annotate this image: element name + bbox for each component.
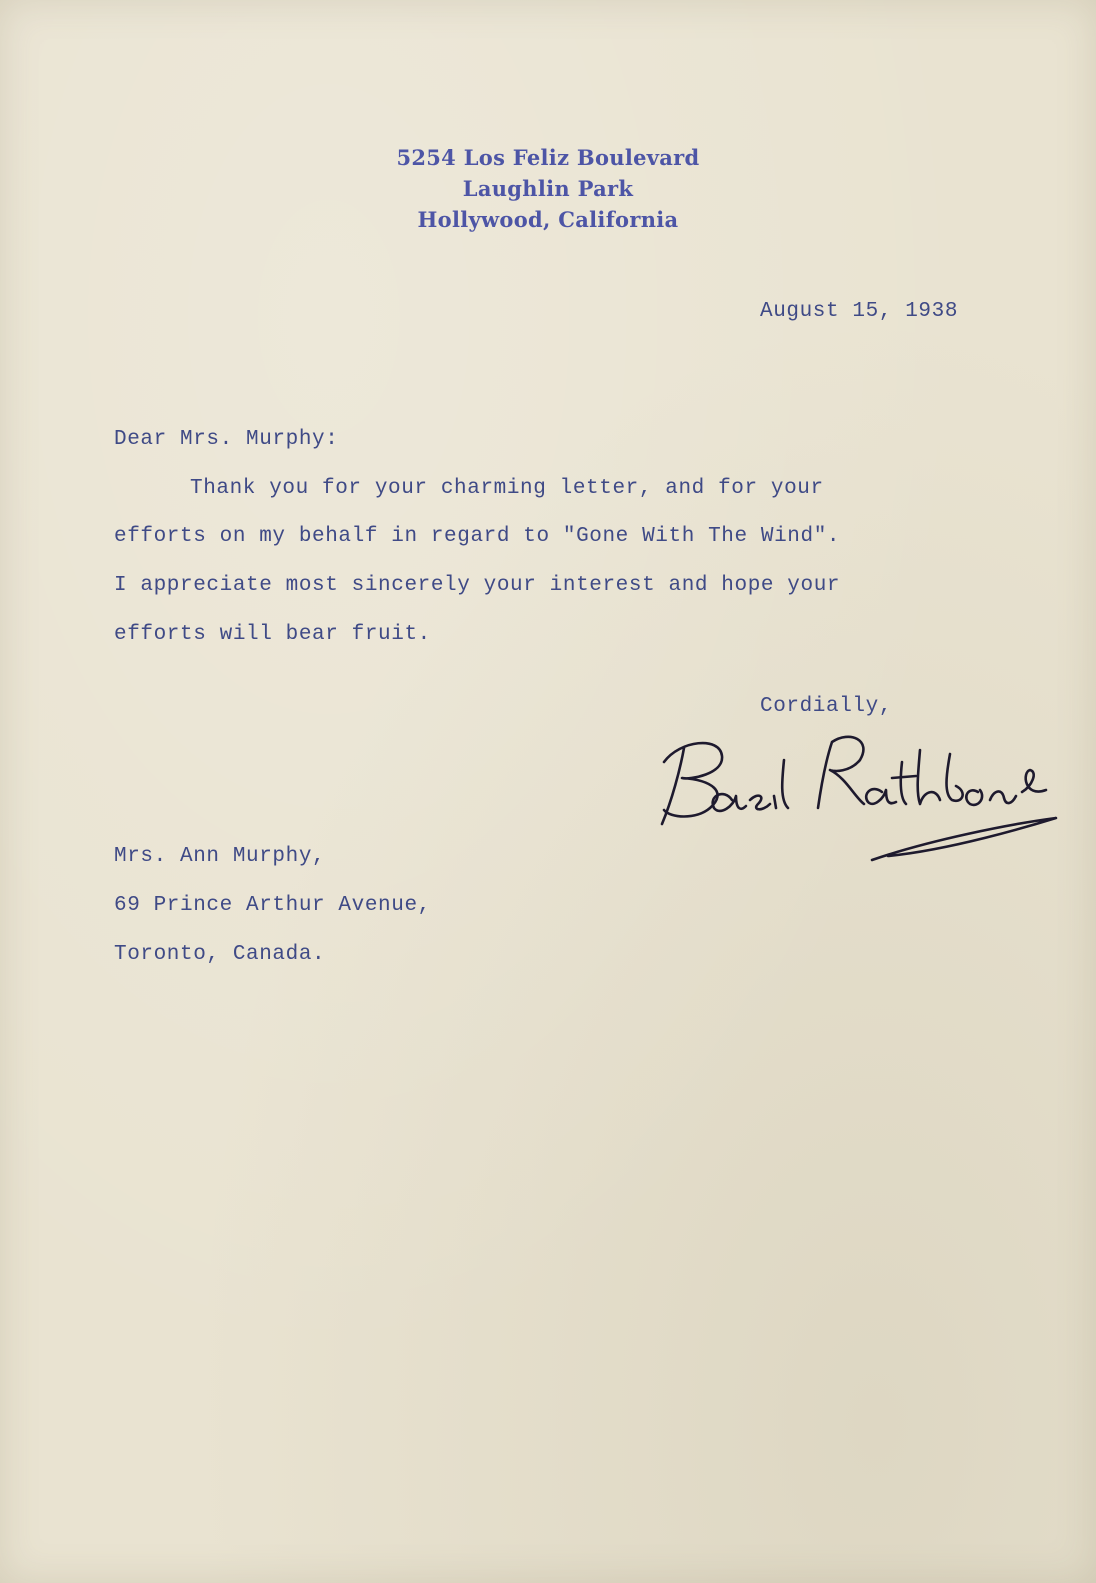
body-line-3: I appreciate most sincerely your interest and hope your <box>114 574 841 597</box>
body-line-4: efforts will bear fruit. <box>114 623 431 646</box>
salutation: Dear Mrs. Murphy: <box>114 428 339 451</box>
letterhead-district: Laughlin Park <box>462 176 634 201</box>
body-line-1: Thank you for your charming letter, and for your <box>190 477 824 500</box>
recipient-city: Toronto, Canada. <box>114 943 326 966</box>
letterhead-city: Hollywood, California <box>417 207 679 232</box>
signature-image <box>650 700 1070 870</box>
letter-date: August 15, 1938 <box>760 300 959 323</box>
closing: Cordially, <box>760 695 893 718</box>
recipient-name: Mrs. Ann Murphy, <box>114 845 326 868</box>
letterhead <box>0 142 1096 235</box>
letterhead-street: 5254 Los Feliz Boulevard <box>396 145 700 170</box>
recipient-street: 69 Prince Arthur Avenue, <box>114 894 431 917</box>
body-line-2: efforts on my behalf in regard to "Gone With The Wind". <box>114 525 841 548</box>
